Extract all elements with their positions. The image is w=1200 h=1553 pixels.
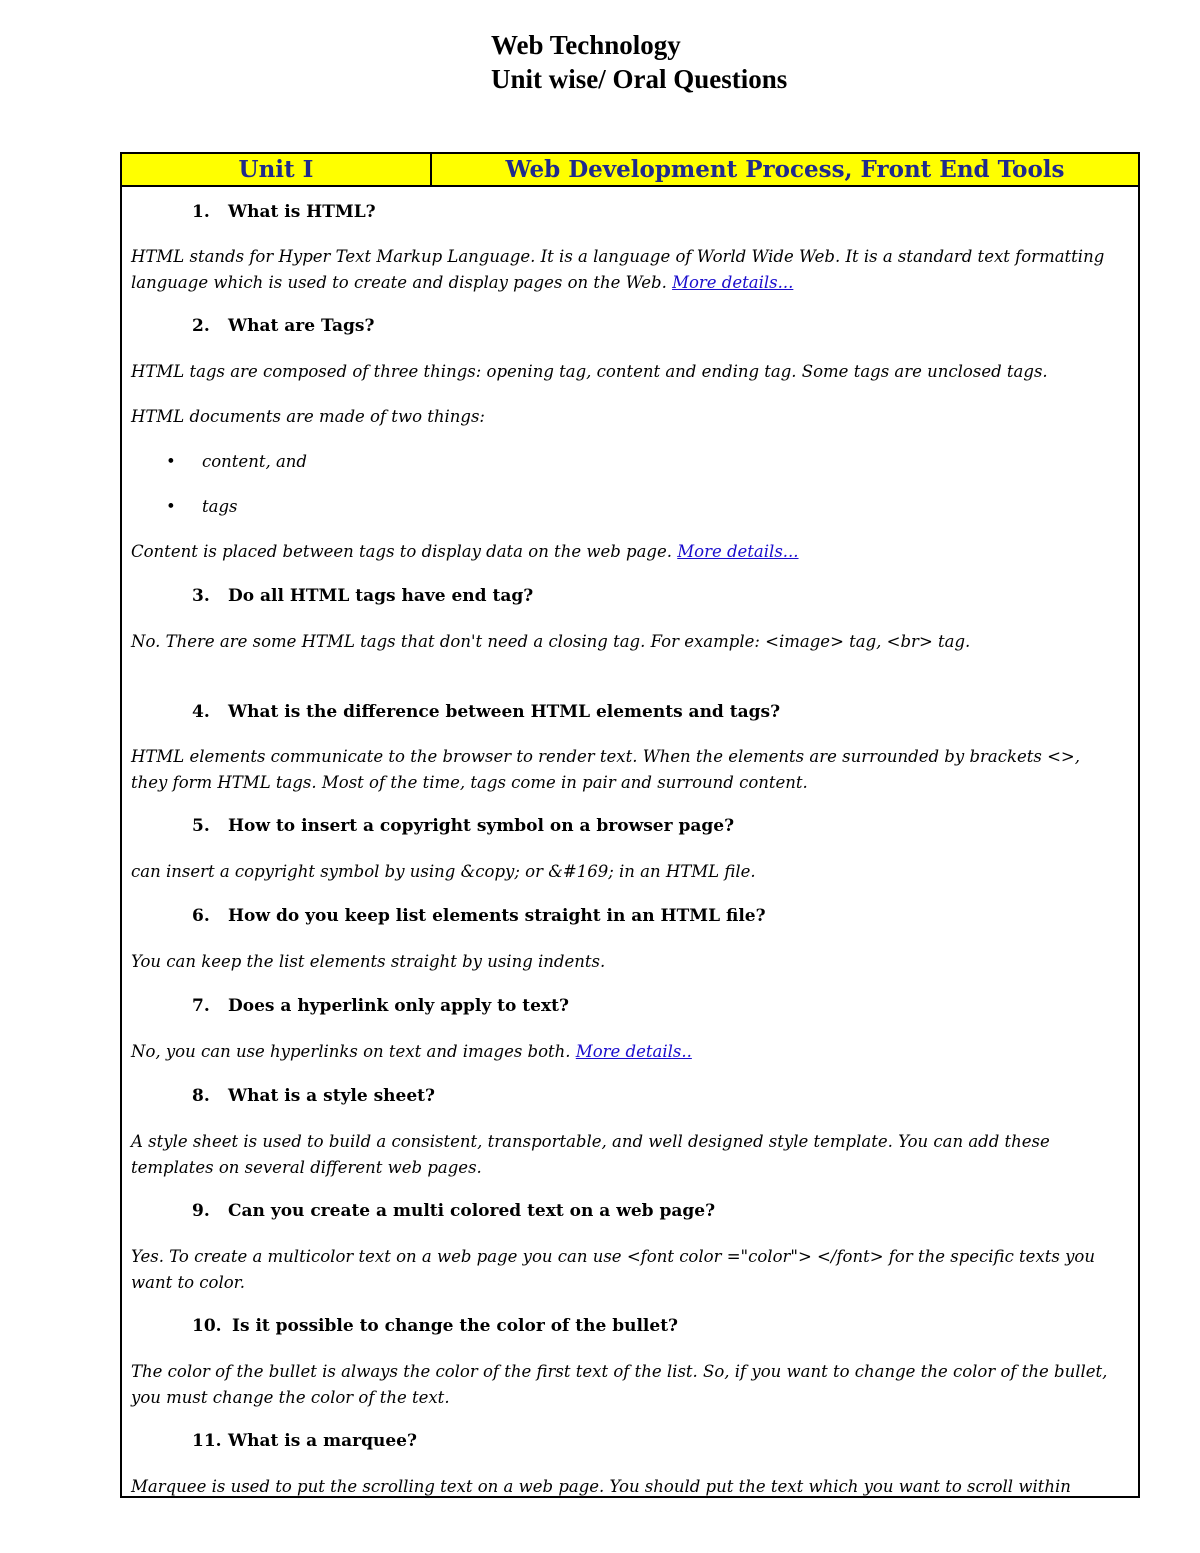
answer-10: The color of the bullet is always the color of the first text of the list. So, if you want to change the color of the bullet, you must change the color of the text. [131,1362,1108,1407]
answer-2-line-2: HTML documents are made of two things: [131,407,485,426]
question-4: 4. What is the difference between HTML elements and tags? [192,702,781,722]
answer-11: Marquee is used to put the scrolling text on a web page. You should put the text which you want to scroll within [131,1477,1071,1496]
answer-9: Yes. To create a multicolor text on a web page you can use <font color ="color"> </font> for the specific texts you want to color. [131,1247,1095,1292]
answer-6: You can keep the list elements straight by using indents. [131,952,606,971]
answer-8: A style sheet is used to build a consistent, transportable, and well designed style template. You can add these templates on several different web pages. [131,1132,1050,1177]
question-2: 2. What are Tags? [192,316,375,336]
question-3: 3. Do all HTML tags have end tag? [192,586,534,606]
unit-topic: Web Development Process, Front End Tools [505,156,1065,183]
bullet-icon: • [166,497,176,516]
document-title-line-1: Web Technology [491,30,681,60]
answer-2-line-3: Content is placed between tags to display data on the web page. More details... [131,542,799,561]
unit-table [120,152,1140,1498]
more-details-link-1[interactable]: More details... [672,272,794,292]
document-title [491,28,787,96]
question-11: 11. What is a marquee? [192,1431,417,1451]
more-details-link-3[interactable]: More details.. [575,1042,692,1061]
unit-label: Unit I [122,154,432,185]
question-6: 6. How do you keep list elements straight in an HTML file? [192,906,766,926]
question-8: 8. What is a style sheet? [192,1086,435,1106]
bullet-icon: • [166,452,176,471]
question-1: 1. What is HTML? [192,202,376,222]
question-9: 9. Can you create a multi colored text on a web page? [192,1201,716,1221]
question-10: 10. Is it possible to change the color of the bullet? [192,1316,679,1336]
question-5: 5. How to insert a copyright symbol on a browser page? [192,816,735,836]
unit-header-row [122,154,1138,187]
answer-4: HTML elements communicate to the browser to render text. When the elements are surrounded by brackets <>, they form HTML tags. Most of the time, tags come in pair and surround content. [131,747,1080,792]
answer-3: No. There are some HTML tags that don't need a closing tag. For example: <image> tag, <br> tag. [131,632,971,651]
list-item: • tags [166,495,238,519]
answer-1: HTML stands for Hyper Text Markup Language. It is a language of World Wide Web. It is a standard text formatting language which is used to create and display pages on the Web. More details... [131,247,1105,292]
list-item: • content, and [166,450,307,474]
answer-7: No, you can use hyperlinks on text and images both. More details.. [131,1042,692,1061]
answer-2-line-1: HTML tags are composed of three things: opening tag, content and ending tag. Some tags are unclosed tags. [131,362,1048,381]
question-7: 7. Does a hyperlink only apply to text? [192,996,569,1016]
document-title-line-2: Unit wise/ Oral Questions [491,64,788,94]
more-details-link-2[interactable]: More details... [677,542,799,561]
answer-5: can insert a copyright symbol by using &copy; or &#169; in an HTML file. [131,862,756,881]
